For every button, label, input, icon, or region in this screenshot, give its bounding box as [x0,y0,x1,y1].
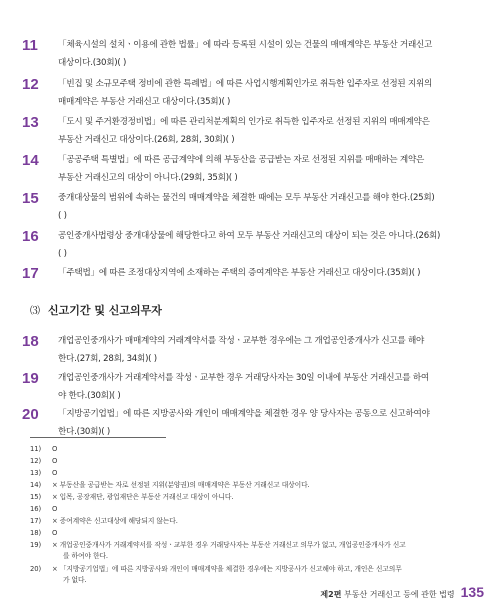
answer-17: 17) × 증여계약은 신고대상에 해당되지 않는다. [30,517,178,525]
answer-explanation: 개업공인중개사가 거래계약서를 작성ㆍ교부한 경우 거래당사자는 부동산 거래신고 의무가 없고, 개업공인중개사가 신고 [59,541,406,549]
question-number: 11 [22,37,38,54]
question-number: 13 [22,114,39,131]
answer-13: 13) O [30,469,58,477]
question-text: 공인중개사법령상 중개대상물에 해당한다고 하여 모두 부동산 거래신고의 대상이 되는 것은 아니다.(26회) ( ) [58,231,441,259]
answer-20: 20) × 「지방공기업법」에 따른 지방공사와 개인이 매매계약을 체결한 경우에는 지방공사가 신고해야 하고, 개인은 신고의무 가 없다. [30,564,472,586]
question-number: 16 [22,228,39,245]
question-number: 19 [22,370,39,387]
answer-mark: × [52,565,58,573]
answer-mark: O [52,529,58,537]
question-text: 「지방공기업법」에 따른 지방공사와 개인이 매매계약을 체결한 경우 양 당사자는 공동으로 신고하여야 한다.(30회)( ) [58,409,430,437]
question-17 [22,265,484,283]
answer-mark: O [52,469,58,477]
section-heading [30,302,162,318]
answer-mark: O [52,457,58,465]
question-number: 17 [22,265,39,282]
question-number: 14 [22,152,39,169]
answer-mark: O [52,505,58,513]
answer-mark: × [52,541,58,549]
question-14 [22,152,484,187]
question-text: 「체육시설의 설치ㆍ이용에 관한 법률」에 따라 등록된 시설이 있는 건물의 매매계약은 부동산 거래신고 대상이다.(30회)( ) [58,40,433,68]
question-16 [22,228,484,263]
page-footer [320,584,484,600]
answer-mark: × [52,493,58,501]
section-number: ⑶ [30,306,40,317]
answer-explanation-cont: 를 하여야 한다. [63,552,108,560]
question-13 [22,114,484,149]
question-text: 개업공인중개사가 매매계약의 거래계약서를 작성ㆍ교부한 경우에는 그 개업공인중개사가 신고를 해야 한다.(27회, 28회, 34회)( ) [58,336,425,364]
question-number: 18 [22,333,39,350]
question-text: 「도시 및 주거환경정비법」에 따른 관리처분계획의 인가로 취득한 입주자로 선정된 지위의 매매계약은 부동산 거래신고 대상이다.(26회, 28회, 30회)( ) [58,117,430,145]
question-12 [22,76,484,111]
answer-explanation: 입목, 공장재단, 광업재단은 부동산 거래신고 대상이 아니다. [59,493,234,501]
answer-15: 15) × 입목, 공장재단, 광업재단은 부동산 거래신고 대상이 아니다. [30,493,234,501]
answer-explanation: 「지방공기업법」에 따른 지방공사와 개인이 매매계약을 체결한 경우에는 지방공사가 신고해야 하고, 개인은 신고의무 [59,565,402,573]
question-number: 12 [22,76,39,93]
answer-11: 11) O [30,445,58,453]
question-number: 20 [22,406,39,423]
answer-16: 16) O [30,505,58,513]
question-text: 「공공주택 특별법」에 따른 공급계약에 의해 부동산을 공급받는 자로 선정된 지위를 매매하는 계약은 부동산 거래신고의 대상이 아니다.(29회, 35회)( ) [58,155,425,183]
footer-chapter: 제2편 부동산 거래신고 등에 관한 법령 [320,590,455,599]
answer-explanation: 증여계약은 신고대상에 해당되지 않는다. [59,517,178,525]
question-text: 「빈집 및 소규모주택 정비에 관한 특례법」에 따른 사업시행계획인가로 취득한 입주자로 선정된 지위의 매매계약은 부동산 거래신고 대상이다.(35회)( ) [58,79,433,107]
question-text: 개업공인중개사가 거래계약서를 작성ㆍ교부한 경우 거래당사자는 30일 이내에 부동산 거래신고를 하여 야 한다.(30회)( ) [58,373,429,401]
answer-19: 19) × 개업공인중개사가 거래계약서를 작성ㆍ교부한 경우 거래당사자는 부동산 거래신고 의무가 없고, 개업공인중개사가 신고 를 하여야 한다. [30,540,472,562]
question-20 [22,406,484,441]
question-15 [22,190,484,225]
question-text: 중개대상물의 범위에 속하는 물건의 매매계약을 체결한 때에는 모두 부동산 거래신고를 해야 한다.(25회) ( ) [58,193,435,221]
question-number: 15 [22,190,39,207]
answer-explanation-cont: 가 없다. [63,576,87,584]
answer-divider [30,437,166,438]
question-18 [22,333,484,368]
answer-14: 14) × 부동산을 공급받는 자로 선정된 지위(분양권)의 매매계약은 부동산 거래신고 대상이다. [30,481,310,489]
answer-12: 12) O [30,457,58,465]
section-title: 신고기간 및 신고의무자 [48,304,162,317]
answer-explanation: 부동산을 공급받는 자로 선정된 지위(분양권)의 매매계약은 부동산 거래신고 대상이다. [59,481,310,489]
question-11 [22,37,484,72]
answer-mark: O [52,445,58,453]
answer-18: 18) O [30,529,58,537]
answer-mark: × [52,481,58,489]
answer-mark: × [52,517,58,525]
question-text: 「주택법」에 따른 조정대상지역에 소재하는 주택의 증여계약은 부동산 거래신고 대상이다.(35회)( ) [58,268,421,278]
question-19 [22,370,484,405]
page-number: 135 [460,584,484,600]
